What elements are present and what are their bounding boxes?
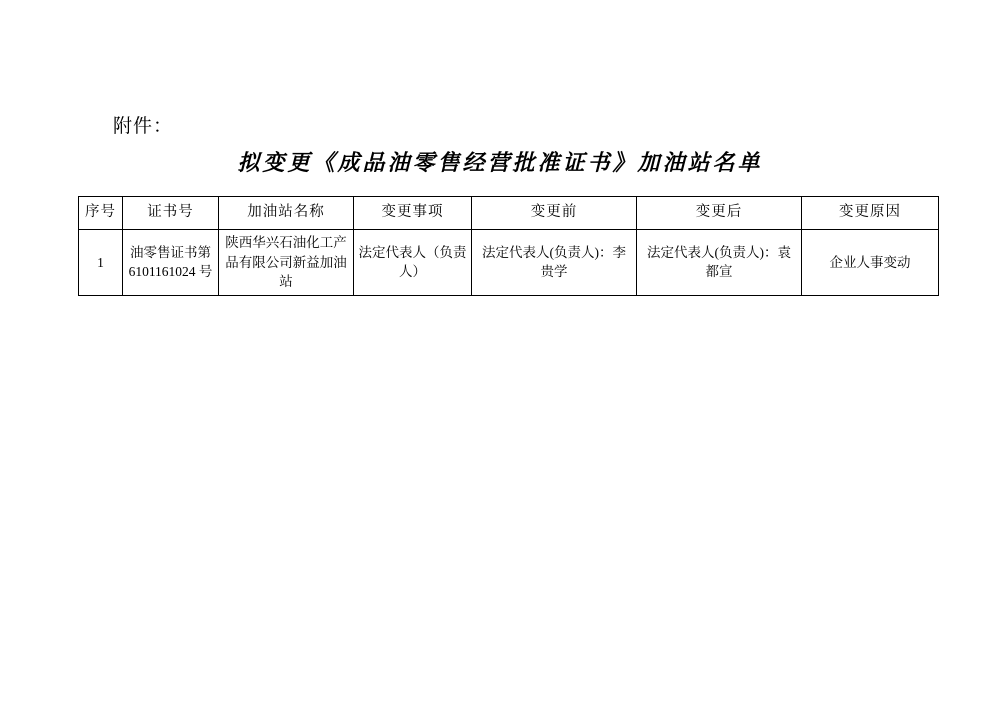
column-header-reason: 变更原因 xyxy=(802,197,939,230)
station-list-table xyxy=(78,196,939,296)
table-row xyxy=(79,230,939,296)
cell-change-item: 法定代表人（负责人） xyxy=(354,230,472,296)
cell-index: 1 xyxy=(79,230,123,296)
station-list-table-wrap xyxy=(78,196,938,296)
column-header-before: 变更前 xyxy=(472,197,637,230)
cell-before: 法定代表人(负责人)：李贵学 xyxy=(472,230,637,296)
cell-after: 法定代表人(负责人)：袁都宣 xyxy=(637,230,802,296)
table-header-row xyxy=(79,197,939,230)
page-title: 拟变更《成品油零售经营批准证书》加油站名单 xyxy=(237,150,763,175)
cell-certificate-no: 油零售证书第 6101161024 号 xyxy=(123,230,219,296)
column-header-station-name: 加油站名称 xyxy=(219,197,354,230)
column-header-change-item: 变更事项 xyxy=(354,197,472,230)
column-header-after: 变更后 xyxy=(637,197,802,230)
column-header-certificate-no: 证书号 xyxy=(123,197,219,230)
attachment-label: 附件： xyxy=(113,116,174,137)
column-header-index: 序号 xyxy=(79,197,123,230)
cell-reason: 企业人事变动 xyxy=(802,230,939,296)
cell-station-name: 陕西华兴石油化工产品有限公司新益加油站 xyxy=(219,230,354,296)
